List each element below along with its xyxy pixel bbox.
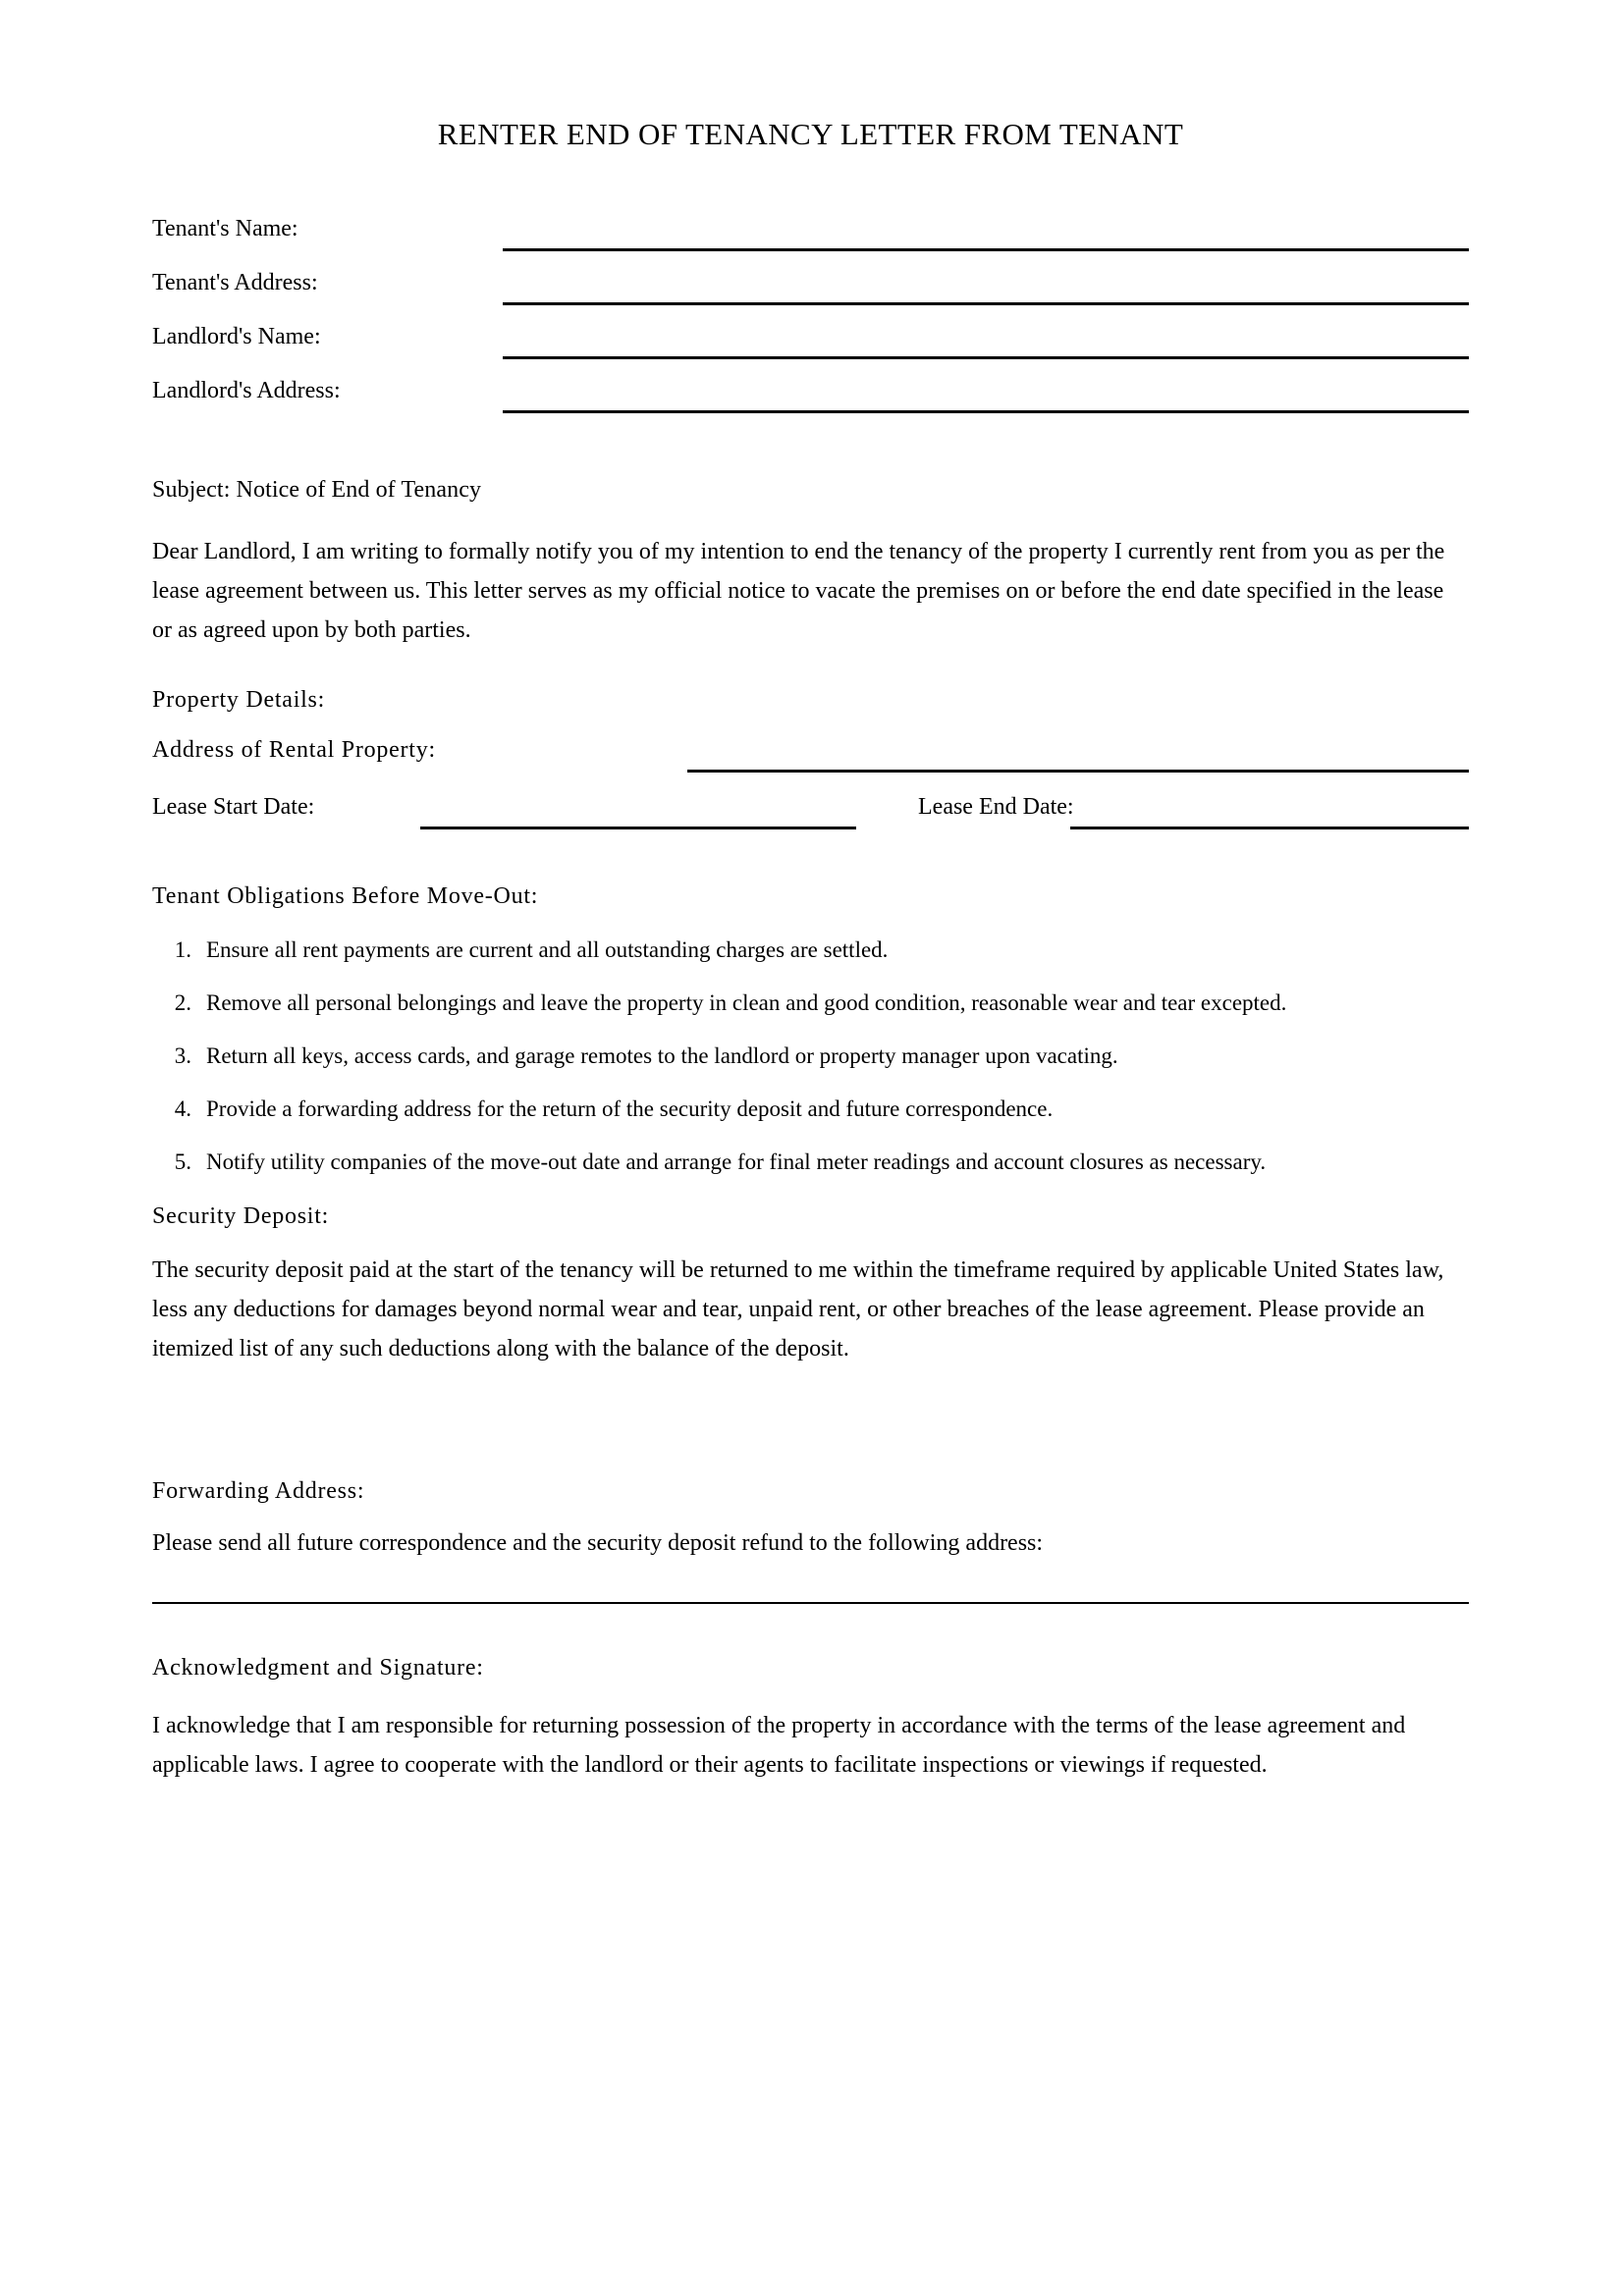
forwarding-address-input-rule[interactable]: [152, 1602, 1469, 1604]
subject-line: Subject: Notice of End of Tenancy: [152, 477, 482, 504]
list-item-number: 1.: [174, 937, 191, 963]
lease-end-date-label: Lease End Date:: [918, 794, 1074, 821]
tenant-obligations-heading: Tenant Obligations Before Move-Out:: [152, 883, 539, 910]
acknowledgment-heading: Acknowledgment and Signature:: [152, 1655, 484, 1682]
field-row-landlord-address: [152, 375, 1469, 429]
list-item-number: 2.: [174, 990, 191, 1016]
property-details-fields: [152, 734, 1469, 838]
rental-address-label: Address of Rental Property:: [152, 737, 436, 764]
property-details-heading: Property Details:: [152, 687, 326, 714]
lease-end-date-input-rule[interactable]: [1070, 827, 1469, 829]
tenant-address-input-rule[interactable]: [503, 302, 1469, 305]
landlord-name-label: Landlord's Name:: [152, 324, 321, 350]
field-row-tenant-name: [152, 213, 1469, 267]
tenant-name-label: Tenant's Name:: [152, 216, 298, 242]
forwarding-address-instruction: Please send all future correspondence and the security deposit refund to the following address:: [152, 1530, 1044, 1557]
lease-start-date-input-rule[interactable]: [420, 827, 856, 829]
intro-paragraph: Dear Landlord, I am writing to formally notify you of my intention to end the tenancy of the property I currently rent from you as per the lease agreement between us. This letter serves as my official notice to vacate the premises on or before the end date specified in the lease or as agreed upon by both parties.: [152, 539, 1445, 644]
field-row-tenant-address: [152, 267, 1469, 321]
tenant-obligations-list: [152, 934, 1469, 1178]
tenant-name-input-rule[interactable]: [503, 248, 1469, 251]
list-item: [152, 934, 1469, 966]
landlord-name-input-rule[interactable]: [503, 356, 1469, 359]
list-item-number: 5.: [174, 1149, 191, 1175]
party-information-fields: [152, 213, 1469, 429]
list-item: [152, 1147, 1469, 1178]
list-item-number: 3.: [174, 1043, 191, 1069]
security-deposit-heading: Security Deposit:: [152, 1203, 330, 1230]
list-item: [152, 1041, 1469, 1072]
list-item-text: Remove all personal belongings and leave the property in clean and good condition, reasonable wear and tear excepted.: [206, 990, 1287, 1016]
list-item-text: Return all keys, access cards, and garage remotes to the landlord or property manager upon vacating.: [206, 1043, 1118, 1069]
list-item-text: Provide a forwarding address for the return of the security deposit and future correspondence.: [206, 1096, 1054, 1122]
landlord-address-input-rule[interactable]: [503, 410, 1469, 413]
page-title: RENTER END OF TENANCY LETTER FROM TENANT: [437, 117, 1184, 151]
list-item: [152, 988, 1469, 1019]
list-item-text: Ensure all rent payments are current and all outstanding charges are settled.: [206, 937, 889, 963]
tenant-address-label: Tenant's Address:: [152, 270, 318, 296]
lease-start-date-label: Lease Start Date:: [152, 794, 315, 821]
field-row-landlord-name: [152, 321, 1469, 375]
list-item: [152, 1094, 1469, 1125]
landlord-address-label: Landlord's Address:: [152, 378, 341, 404]
list-item-number: 4.: [174, 1096, 191, 1122]
security-deposit-paragraph: The security deposit paid at the start of the tenancy will be returned to me within the timeframe required by applicable United States law, less any deductions for damages beyond normal wear and tear, unpaid rent, or other breaches of the lease agreement. Please provide an itemized list of any such deductions along with the balance of the deposit.: [152, 1257, 1444, 1362]
acknowledgment-paragraph: I acknowledge that I am responsible for returning possession of the property in accordance with the terms of the lease agreement and applicable laws. I agree to cooperate with the landlord or their agents to facilitate inspections or viewings if requested.: [152, 1713, 1406, 1779]
section-spacer: [152, 1392, 1469, 1453]
field-row-rental-address: [152, 734, 1469, 781]
list-item-text: Notify utility companies of the move-out date and arrange for final meter readings and account closures as necessary.: [206, 1149, 1267, 1175]
field-row-lease-dates: [152, 791, 1469, 838]
rental-address-input-rule[interactable]: [687, 770, 1469, 773]
forwarding-address-heading: Forwarding Address:: [152, 1478, 365, 1505]
document-content: [152, 0, 1469, 1808]
